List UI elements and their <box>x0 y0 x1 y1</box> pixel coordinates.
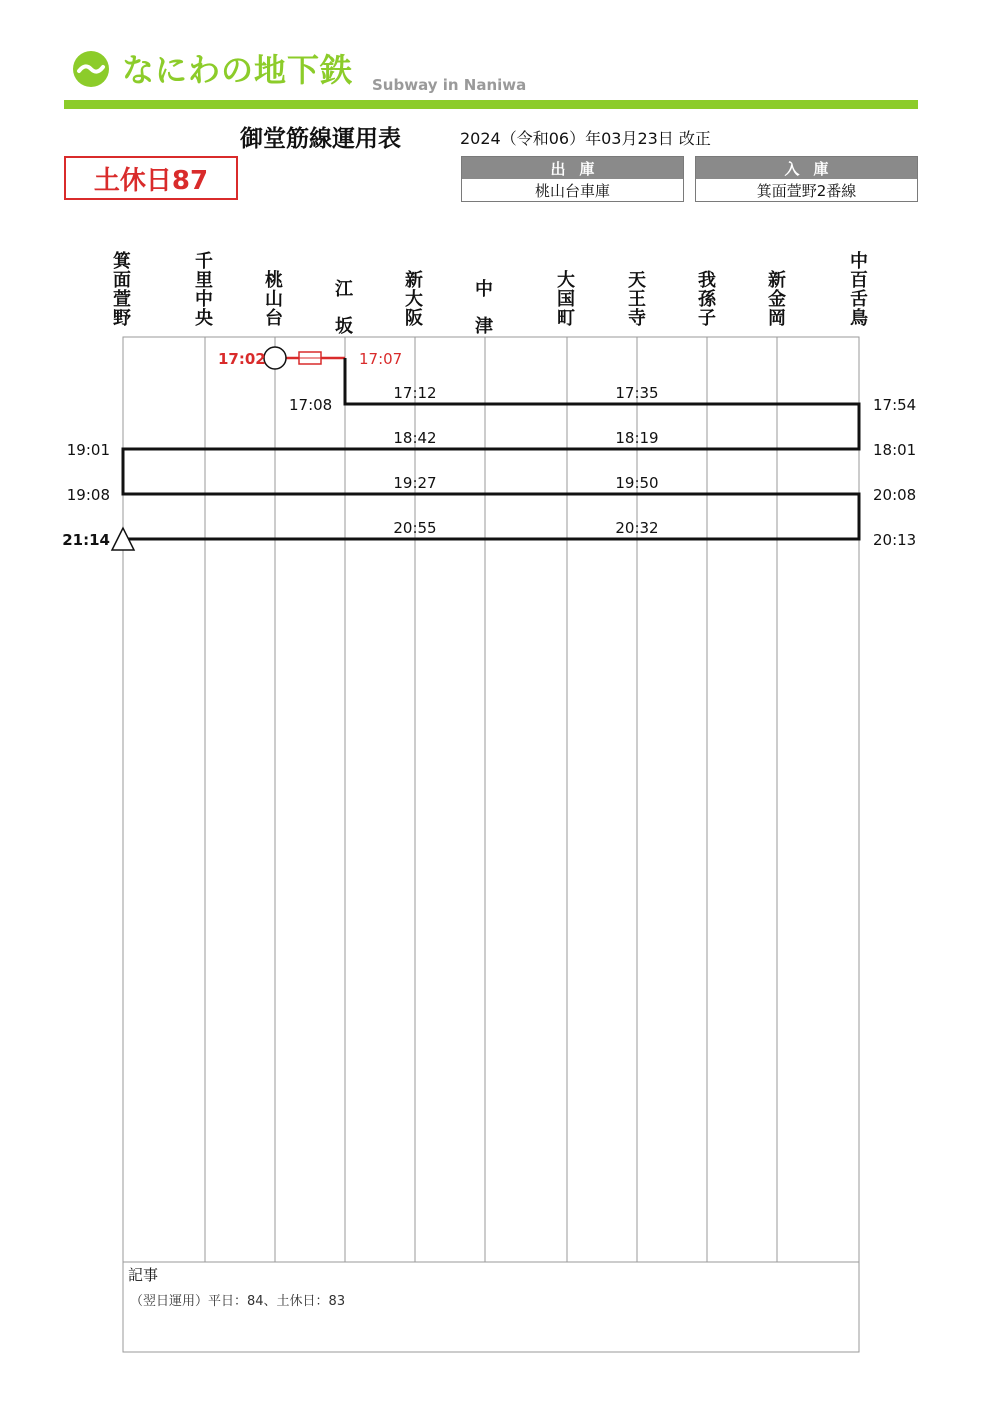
time-esaka-arrive: 17:07 <box>359 350 403 368</box>
station-momoyamadai: 桃山台 <box>265 270 283 329</box>
time-leg4-tennoji: 20:32 <box>615 519 659 537</box>
time-leg2-nakamozu: 18:01 <box>873 441 917 459</box>
brand-name: なにわの地下鉄 <box>122 51 354 89</box>
diagram-frame <box>123 337 859 1352</box>
station-shin-kanaoka: 新金岡 <box>768 270 786 329</box>
time-leg3-nakamozu: 20:08 <box>873 486 917 504</box>
depot-arrival-value: 箕面萱野2番線 <box>756 181 857 200</box>
station-gridlines <box>205 337 777 1262</box>
time-leg3-minoh: 19:08 <box>66 486 110 504</box>
time-depot-depart: 17:02 <box>218 350 266 368</box>
depot-departure-label: 出庫 <box>462 157 683 179</box>
station-senri-chuo: 千里中央 <box>195 251 213 329</box>
remarks-title: 記事 <box>128 1266 159 1284</box>
station-abiko: 我孫子 <box>698 270 716 329</box>
station-esaka: 江坂 <box>335 279 353 337</box>
service-path <box>123 358 859 539</box>
time-leg4-shinosaka: 20:55 <box>393 519 437 537</box>
deadhead-segment <box>286 352 345 364</box>
time-final-arrive: 21:14 <box>62 531 110 549</box>
station-nakamozu: 中百舌鳥 <box>850 251 868 329</box>
time-leg3-shinosaka: 19:27 <box>393 474 437 492</box>
station-daikokucho: 大国町 <box>557 270 575 329</box>
depot-start-circle-icon <box>264 347 286 369</box>
revision-date: 2024（令和06）年03月23日 改正 <box>460 129 711 148</box>
document-title: 御堂筋線運用表 <box>240 126 401 152</box>
station-nakatsu: 中津 <box>475 279 493 337</box>
time-leg1-tennoji: 17:35 <box>615 384 659 402</box>
station-tennoji: 天王寺 <box>628 270 646 329</box>
time-leg1-shinosaka: 17:12 <box>393 384 437 402</box>
brand-subtitle: Subway in Naniwa <box>372 76 527 94</box>
time-leg2-shinosaka: 18:42 <box>393 429 437 447</box>
station-shin-osaka: 新大阪 <box>405 270 423 329</box>
depot-arrival-label: 入庫 <box>696 157 917 179</box>
time-leg4-nakamozu: 20:13 <box>873 531 917 549</box>
depot-departure-value: 桃山台車庫 <box>534 181 610 200</box>
operation-number-badge: 土休日87 <box>64 156 238 200</box>
time-leg3-tennoji: 19:50 <box>615 474 659 492</box>
time-momoyamadai-depart: 17:08 <box>289 396 333 414</box>
station-minoh-kayano: 箕面萱野 <box>113 251 131 329</box>
time-leg2-tennoji: 18:19 <box>615 429 659 447</box>
time-leg2-minoh: 19:01 <box>66 441 110 459</box>
time-leg1-nakamozu: 17:54 <box>873 396 917 414</box>
remarks-text: （翌日運用）平日：84、土休日：83 <box>130 1294 346 1309</box>
